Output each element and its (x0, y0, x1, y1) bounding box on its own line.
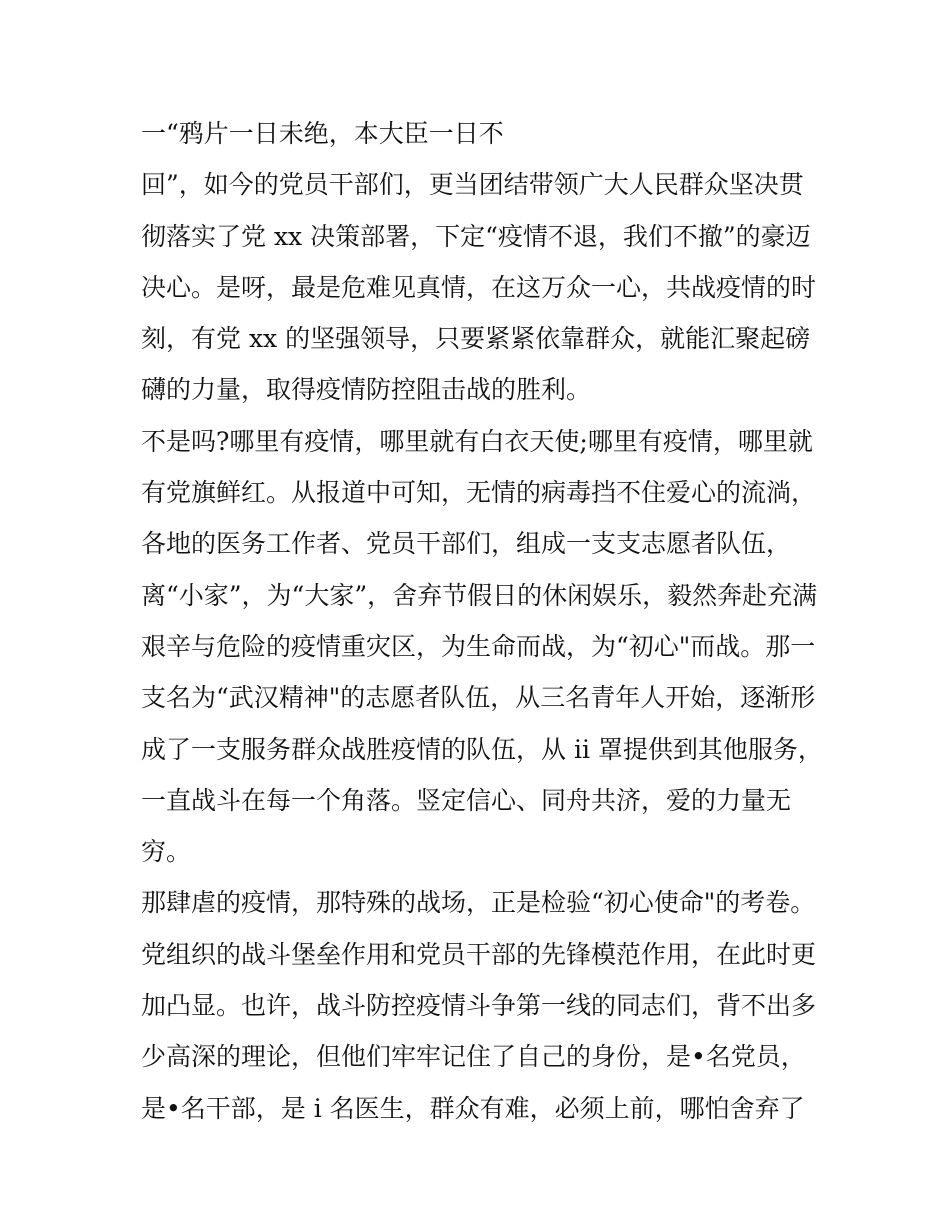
text-line: 那肆虐的疫情，那特殊的战场，正是检验“初心使命"的考卷。 (141, 888, 816, 918)
body-text (141, 108, 831, 1134)
text-line: 一直战斗在每一个角落。竖定信心、同舟共济，爱的力量无 (141, 785, 792, 815)
text-line: 礴的力量，取得疫情防控阻击战的胜利。 (141, 375, 592, 405)
text-line: 艰辛与危险的疫情重灾区，为生命而战，为“初心"而战。那一 (141, 631, 816, 661)
text-line: 成了一支服务群众战胜疫情的队伍，从 ii 罩提供到其他服务， (141, 734, 823, 764)
text-line: 是•名干部，是 i 名医生，群众有难，必须上前，哪怕舍弃了 (141, 1093, 805, 1123)
text-line: 有党旗鲜红。从报道中可知，无情的病毒挡不住爱心的流淌， (141, 478, 817, 508)
text-line: 党组织的战斗堡垒作用和党员干部的先锋模范作用，在此时更 (141, 939, 817, 969)
text-line: 加凸显。也许，战斗防控疫情斗争第一线的同志们，背不出多 (141, 991, 817, 1021)
text-line: 穷。 (141, 837, 192, 867)
text-line: 少高深的理论，但他们牢牢记住了自己的身份，是•名党员， (141, 1042, 806, 1072)
text-line: 回”，如今的党员干部们，更当团结带领广大人民群众坚决贯 (141, 170, 804, 200)
text-line: 不是吗?哪里有疫情，哪里就有白衣天使;哪里有疫情，哪里就 (141, 426, 813, 456)
text-line: 一“鸦片一日未绝，本大臣一日不 (141, 119, 504, 148)
text-line: 决心。是呀，最是危难见真情，在这万众一心，共战疫情的时 (141, 272, 817, 302)
text-line: 彻落实了党 xx 决策部署，下定“疫情不退，我们不撤”的豪迈 (141, 221, 811, 251)
text-line: 刻，有党 xx 的坚强领导，只要紧紧依靠群众，就能汇聚起磅 (141, 324, 811, 354)
text-line: 支名为“武汉精神"的志愿者队伍，从三名青年人开始，逐渐形 (141, 683, 816, 713)
text-line: 各地的医务工作者、党员干部们，组成一支支志愿者队伍， (141, 529, 792, 559)
text-line: 离“小家”，为“大家”，舍弃节假日的休闲娱乐，毅然奔赴充满 (141, 580, 818, 610)
